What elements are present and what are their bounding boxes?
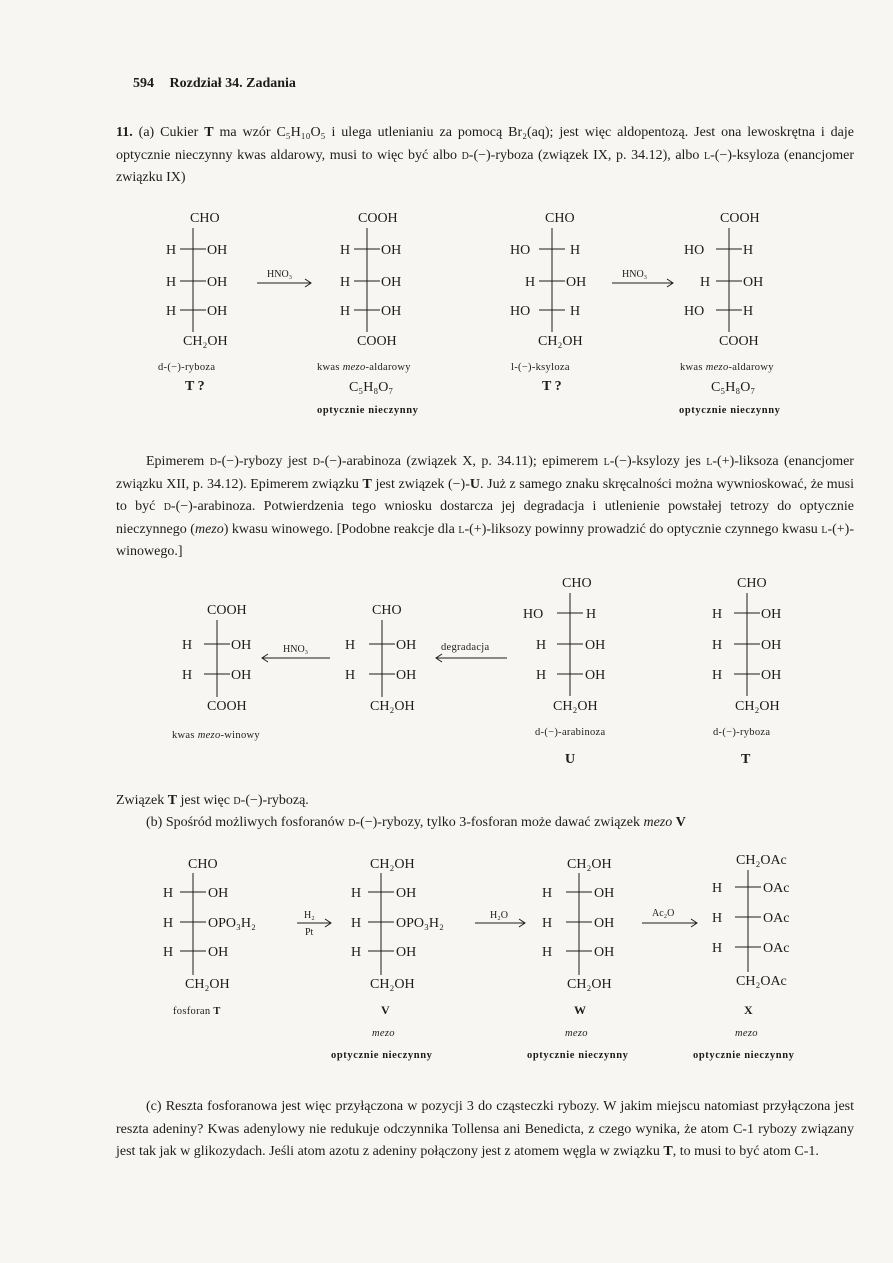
svg-text:X: X xyxy=(744,1003,753,1017)
svg-text:H: H xyxy=(182,638,193,653)
fischer-compound-x xyxy=(693,853,795,1061)
svg-text:H: H xyxy=(712,638,723,653)
arrow-degradation xyxy=(436,642,507,662)
svg-text:COOH: COOH xyxy=(207,699,247,714)
svg-text:OAc: OAc xyxy=(763,941,790,956)
svg-text:mezo: mezo xyxy=(565,1028,588,1039)
svg-text:H: H xyxy=(345,638,356,653)
svg-text:Pt: Pt xyxy=(305,927,314,938)
svg-text:kwas mezo-aldarowy: kwas mezo-aldarowy xyxy=(680,362,774,373)
svg-text:CH₂OH: CH₂OH xyxy=(538,334,583,349)
svg-text:OH: OH xyxy=(381,275,402,290)
fischer-meso-aldaric-acid-2 xyxy=(679,211,781,416)
page-number: 594 xyxy=(133,76,154,91)
svg-text:V: V xyxy=(381,1003,390,1017)
svg-text:OH: OH xyxy=(761,607,782,622)
svg-text:COOH: COOH xyxy=(358,211,398,226)
svg-text:OH: OH xyxy=(208,886,229,901)
svg-text:CH₂OH: CH₂OH xyxy=(567,857,612,872)
svg-text:OH: OH xyxy=(566,275,587,290)
svg-text:OH: OH xyxy=(761,668,782,683)
svg-text:OPO₃H₂: OPO₃H₂ xyxy=(208,916,256,931)
svg-text:HO: HO xyxy=(684,304,705,319)
svg-text:H: H xyxy=(712,941,723,956)
svg-text:T ?: T ? xyxy=(542,379,562,394)
svg-text:H: H xyxy=(525,275,536,290)
fischer-d-ribose xyxy=(158,211,228,394)
chapter-title: Rozdział 34. Zadania xyxy=(169,76,296,91)
svg-text:CH₂OAc: CH₂OAc xyxy=(736,853,787,868)
svg-text:H: H xyxy=(340,275,351,290)
paragraph-epimers: Epimerem d-(−)-rybozy jest d-(−)-arabinoza (związek X, p. 34.11); epimerem l-(−)-ksylozy jes l-(+)-liksoza (enancjomer związku XII, p. 34.12). Epimerem związku T jest związek (−)-U. Już z samego znaku skręcalności można wywnioskować, że musi to być d-(−)-arabinoza. Potwierdzenia tego wniosku dostarcza jej degradacja i utlenienie powstałej tetrozy do optycznie nieczynnego (mezo) kwasu winowego. [Podobne reakcje dla l-(+)-liksozy powinny prowadzić do optycznie czynnego kwasu l-(+)-winowego.] xyxy=(116,454,854,560)
svg-text:H: H xyxy=(712,911,723,926)
fischer-l-xylose xyxy=(510,211,586,394)
caption-d-ribose: d-(−)-ryboza xyxy=(158,362,216,373)
fischer-meso-tartaric-acid xyxy=(172,603,260,741)
svg-text:HNO₃: HNO₃ xyxy=(267,269,293,280)
svg-text:H: H xyxy=(542,916,553,931)
svg-text:optycznie nieczynny: optycznie nieczynny xyxy=(679,405,781,416)
svg-text:HO: HO xyxy=(510,243,531,258)
fischer-meso-aldaric-acid-1 xyxy=(317,211,419,416)
svg-text:U: U xyxy=(565,752,576,767)
svg-text:COOH: COOH xyxy=(357,334,397,349)
svg-text:HNO₃: HNO₃ xyxy=(283,644,309,655)
page-header xyxy=(133,76,296,92)
svg-text:H: H xyxy=(536,638,547,653)
fischer-tetrose xyxy=(345,603,416,714)
svg-text:H: H xyxy=(570,304,581,319)
scheme-phosphate xyxy=(0,845,893,1070)
svg-text:H: H xyxy=(166,275,177,290)
svg-text:optycznie nieczynny: optycznie nieczynny xyxy=(317,405,419,416)
svg-text:degradacja: degradacja xyxy=(441,642,490,653)
svg-text:CH₂OH: CH₂OH xyxy=(553,699,598,714)
svg-text:optycznie nieczynny: optycznie nieczynny xyxy=(331,1050,433,1061)
svg-text:OH: OH xyxy=(594,916,615,931)
svg-text:H: H xyxy=(340,304,351,319)
svg-text:HO: HO xyxy=(684,243,705,258)
svg-text:H: H xyxy=(351,916,362,931)
svg-text:COOH: COOH xyxy=(719,334,759,349)
svg-text:CH₂OAc: CH₂OAc xyxy=(736,974,787,989)
fischer-compound-w xyxy=(527,857,629,1061)
arrow-h2o xyxy=(475,910,525,927)
svg-text:OH: OH xyxy=(396,886,417,901)
svg-text:kwas mezo-aldarowy: kwas mezo-aldarowy xyxy=(317,362,411,373)
svg-text:C₅H₈O₇: C₅H₈O₇ xyxy=(349,380,394,395)
svg-text:CHO: CHO xyxy=(372,603,402,618)
svg-text:COOH: COOH xyxy=(720,211,760,226)
fischer-compound-v xyxy=(331,857,444,1061)
svg-text:CHO: CHO xyxy=(190,211,220,226)
svg-text:H: H xyxy=(712,881,723,896)
svg-text:OH: OH xyxy=(585,638,606,653)
svg-text:OAc: OAc xyxy=(763,881,790,896)
svg-text:H: H xyxy=(163,916,174,931)
svg-text:CH₂OH: CH₂OH xyxy=(370,977,415,992)
svg-text:H: H xyxy=(586,607,597,622)
arrow-hno3-3 xyxy=(262,644,330,662)
caption-d-ribose-2: d-(−)-ryboza xyxy=(713,727,771,738)
svg-text:CH₂OH: CH₂OH xyxy=(370,857,415,872)
svg-text:OH: OH xyxy=(207,275,228,290)
paragraph-11a: 11. (a) Cukier T ma wzór C₅H₁₀O₅ i ulega utlenianiu za pomocą Br₂(aq); jest więc aldopentozą. Jest ona lewoskrętna i daje optycznie nieczynny kwas aldarowy, musi to więc być albo d-(−)-ryboza (związek IX, p. 34.12), albo l-(−)-ksyloza (enancjomer związku IX) xyxy=(116,125,854,186)
caption-d-arabinose: d-(−)-arabinoza xyxy=(535,727,606,738)
svg-text:kwas mezo-winowy: kwas mezo-winowy xyxy=(172,730,260,741)
svg-text:H: H xyxy=(542,886,553,901)
svg-text:OH: OH xyxy=(594,945,615,960)
svg-text:C₅H₈O₇: C₅H₈O₇ xyxy=(711,380,756,395)
svg-text:OH: OH xyxy=(396,638,417,653)
svg-text:H: H xyxy=(712,668,723,683)
svg-text:HNO₃: HNO₃ xyxy=(622,269,648,280)
svg-text:H: H xyxy=(570,243,581,258)
paragraph-conclusion: Związek T jest więc d-(−)-rybozą. xyxy=(116,793,309,808)
svg-text:OH: OH xyxy=(381,243,402,258)
svg-text:H: H xyxy=(182,668,193,683)
svg-text:T ?: T ? xyxy=(185,379,205,394)
svg-text:H: H xyxy=(166,243,177,258)
svg-text:H: H xyxy=(166,304,177,319)
svg-text:H: H xyxy=(351,945,362,960)
svg-text:CH₂OH: CH₂OH xyxy=(567,977,612,992)
arrow-hno3-2 xyxy=(612,269,673,287)
scheme-degradation xyxy=(0,570,893,775)
arrow-ac2o xyxy=(642,908,697,927)
svg-text:OH: OH xyxy=(743,275,764,290)
svg-text:T: T xyxy=(741,752,751,767)
svg-text:W: W xyxy=(574,1003,586,1017)
svg-text:OPO₃H₂: OPO₃H₂ xyxy=(396,916,444,931)
svg-text:CHO: CHO xyxy=(737,576,767,591)
svg-text:H: H xyxy=(163,886,174,901)
svg-text:OH: OH xyxy=(585,668,606,683)
svg-text:HO: HO xyxy=(510,304,531,319)
fischer-d-ribose-2 xyxy=(712,576,781,767)
svg-text:H₂O: H₂O xyxy=(490,910,508,921)
svg-text:OAc: OAc xyxy=(763,911,790,926)
paragraph-11b: (b) Spośród możliwych fosforanów d-(−)-rybozy, tylko 3-fosforan może dawać związek mezo V xyxy=(146,815,686,830)
svg-text:H: H xyxy=(345,668,356,683)
svg-text:fosforan T: fosforan T xyxy=(173,1006,221,1017)
fischer-ribose-3-phosphate xyxy=(163,857,256,1017)
svg-text:CHO: CHO xyxy=(545,211,575,226)
svg-text:OH: OH xyxy=(208,945,229,960)
svg-text:OH: OH xyxy=(381,304,402,319)
svg-text:OH: OH xyxy=(207,304,228,319)
paragraph-11c: (c) Reszta fosforanowa jest więc przyłączona w pozycji 3 do cząsteczki rybozy. W jakim miejscu natomiast przyłączona jest reszta adeniny? Kwas adenylowy nie redukuje odczynnika Tollensa ani Benedicta, z czego wynika, że atom C-1 rybozy związany jest tak jak w glikozydach. Jeśli atom azotu z adeniny połączony jest z atomem węgla w związku T, to musi to być atom C-1. xyxy=(116,1099,854,1160)
svg-text:CH₂OH: CH₂OH xyxy=(370,699,415,714)
arrow-h2-pt xyxy=(297,910,331,938)
svg-text:mezo: mezo xyxy=(372,1028,395,1039)
arrow-hno3-1 xyxy=(257,269,311,287)
svg-text:CHO: CHO xyxy=(188,857,218,872)
svg-text:CHO: CHO xyxy=(562,576,592,591)
svg-text:COOH: COOH xyxy=(207,603,247,618)
svg-text:HO: HO xyxy=(523,607,544,622)
svg-text:CH₂OH: CH₂OH xyxy=(183,334,228,349)
svg-text:H: H xyxy=(351,886,362,901)
svg-text:OH: OH xyxy=(231,638,252,653)
svg-text:Ac₂O: Ac₂O xyxy=(652,908,675,919)
svg-text:OH: OH xyxy=(231,668,252,683)
svg-text:CH₂OH: CH₂OH xyxy=(185,977,230,992)
svg-text:H: H xyxy=(712,607,723,622)
svg-text:H: H xyxy=(542,945,553,960)
svg-text:H: H xyxy=(743,304,754,319)
svg-text:OH: OH xyxy=(396,945,417,960)
scheme-aldaric-acids xyxy=(0,200,893,425)
svg-text:H₂: H₂ xyxy=(304,910,315,921)
fischer-d-arabinose xyxy=(523,576,606,767)
svg-text:OH: OH xyxy=(761,638,782,653)
svg-text:H: H xyxy=(743,243,754,258)
svg-text:optycznie nieczynny: optycznie nieczynny xyxy=(693,1050,795,1061)
svg-text:H: H xyxy=(700,275,711,290)
svg-text:OH: OH xyxy=(594,886,615,901)
svg-text:H: H xyxy=(536,668,547,683)
svg-text:H: H xyxy=(340,243,351,258)
svg-text:OH: OH xyxy=(207,243,228,258)
formula-c5h10o5: C₅H₁₀O₅ xyxy=(276,125,326,140)
svg-text:optycznie nieczynny: optycznie nieczynny xyxy=(527,1050,629,1061)
svg-text:mezo: mezo xyxy=(735,1028,758,1039)
svg-text:H: H xyxy=(163,945,174,960)
svg-text:CH₂OH: CH₂OH xyxy=(735,699,780,714)
svg-text:OH: OH xyxy=(396,668,417,683)
caption-l-xylose: l-(−)-ksyloza xyxy=(511,362,570,373)
